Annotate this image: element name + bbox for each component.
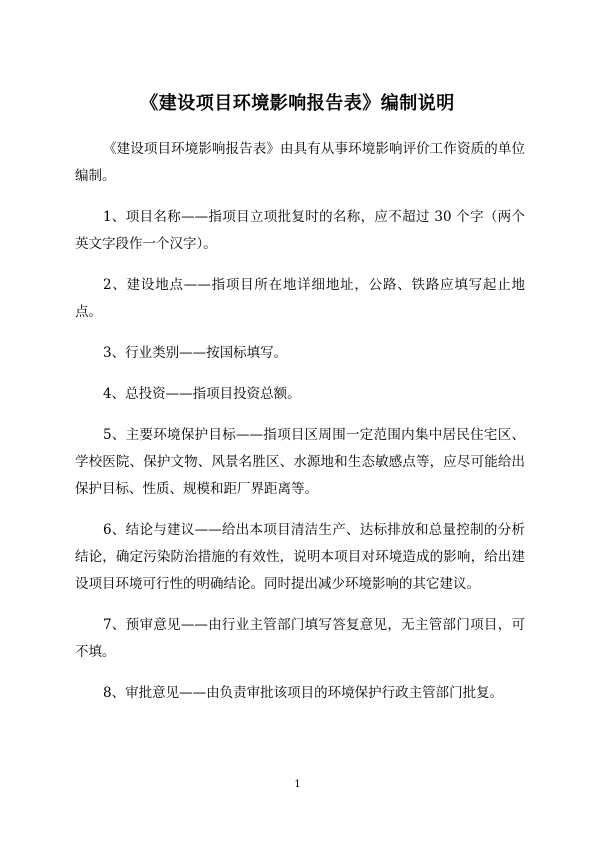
document-title: 《建设项目环境影响报告表》编制说明	[140, 93, 455, 114]
paragraph-conclusions: 6、结论与建议——给出本项目清洁生产、达标排放和总量控制的分析结论，确定污染防治措施的有效性，说明本项目对环境造成的影响，给出建设项目环境可行性的明确结论。同时提出减少环境影响的其它建议。	[75, 522, 525, 592]
paragraph-industry-category: 3、行业类别——按国标填写。	[103, 345, 288, 361]
paragraph-total-investment: 4、总投资——指项目投资总额。	[103, 386, 301, 402]
document-body	[75, 136, 525, 721]
page-number: 1	[294, 779, 301, 790]
paragraph-pre-review: 7、预审意见——由行业主管部门填写答复意见，无主管部门项目，可不填。	[75, 617, 525, 660]
paragraph-intro: 《建设项目环境影响报告表》由具有从事环境影响评价工作资质的单位编制。	[75, 141, 525, 184]
paragraph-project-name: 1、项目名称——指项目立项批复时的名称，应不超过 30 个字（两个英文字段作一个汉字）。	[75, 209, 525, 252]
paragraph-protection-targets: 5、主要环境保护目标——指项目区周围一定范围内集中居民住宅区、学校医院、保护文物、风景名胜区、水源地和生态敏感点等，应尽可能给出保护目标、性质、规模和距厂界距离等。	[75, 427, 525, 497]
paragraph-approval: 8、审批意见——由负责审批该项目的环境保护行政主管部门批复。	[103, 685, 504, 701]
paragraph-construction-site: 2、建设地点——指项目所在地详细地址，公路、铁路应填写起止地点。	[75, 277, 525, 320]
